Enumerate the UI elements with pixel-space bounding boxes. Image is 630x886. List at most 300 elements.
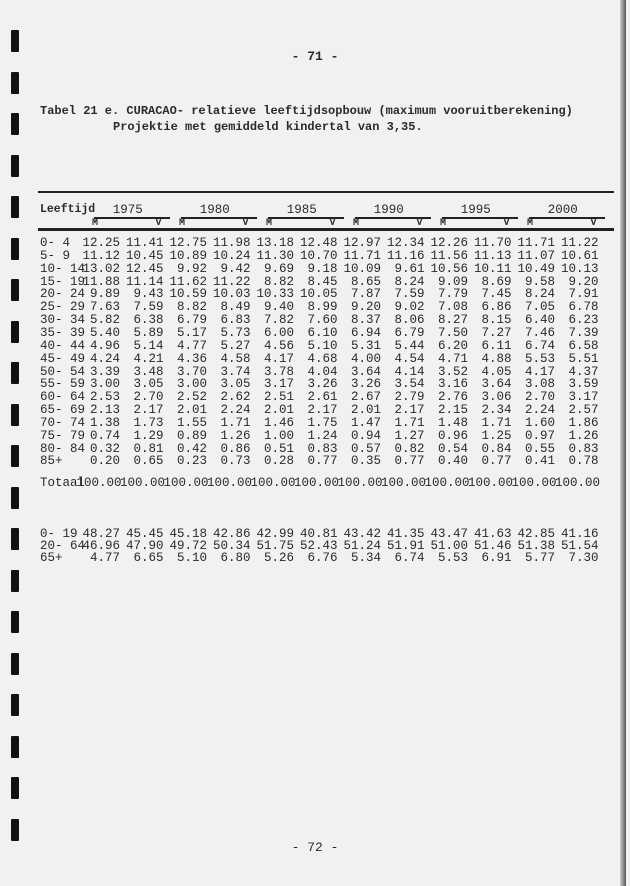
summary-row-value: 5.26 [263, 551, 294, 565]
table-row-value: 9.20 [350, 300, 381, 315]
table-row-value: 1.29 [133, 428, 164, 443]
table-row-value: 3.00 [176, 377, 207, 392]
table-row-value: 3.06 [481, 390, 512, 405]
row-label: 25- 29 [40, 300, 86, 315]
table-row-value: 1.55 [176, 415, 207, 430]
table-row-value: 7.05 [524, 300, 555, 315]
table-row-value: 1.26 [568, 428, 599, 443]
table-row-value: 1.46 [263, 415, 294, 430]
table-row-value: 9.92 [176, 261, 207, 276]
table-row-value: 5.51 [568, 351, 599, 366]
table-row-value: 0.74 [89, 428, 120, 443]
table-row-value: 6.86 [481, 300, 512, 315]
table-row-value: 11.88 [82, 274, 120, 289]
table-row-value: 5.89 [133, 325, 164, 340]
binding-hole [11, 653, 19, 675]
table-row-value: 9.18 [307, 261, 338, 276]
table-row-value: 8.24 [394, 274, 425, 289]
table-row-value: 13.18 [256, 236, 294, 250]
table-row-value: 11.71 [343, 248, 381, 263]
table-row-value: 4.58 [220, 351, 251, 366]
row-label: 0- 19 [40, 527, 78, 541]
summary-row-value: 45.45 [125, 527, 164, 541]
sex-header-v: V [590, 218, 597, 229]
binding-hole [11, 404, 19, 426]
table-row-value: 11.62 [169, 274, 207, 289]
table-row-value: 10.13 [560, 261, 599, 276]
sex-header-m: M [440, 218, 447, 229]
table-row-value: 6.10 [307, 325, 338, 340]
table-row-value: 6.78 [568, 300, 599, 315]
table-row-value: 0.51 [263, 441, 294, 456]
summary-row-value: 7.30 [568, 551, 599, 565]
total-row-value: 100.00 [337, 476, 383, 490]
table-row-value: 4.71 [437, 351, 468, 366]
table-row-value: 3.64 [350, 364, 381, 379]
sex-header-m: M [179, 218, 186, 229]
total-row-value: 100.00 [424, 476, 470, 490]
total-row-value: 100.00 [207, 476, 253, 490]
table-title: Tabel 21 e. CURACAO- relatieve leeftijdsopbouw (maximum vooruitberekening) [40, 104, 573, 118]
table-row-value: 5.44 [394, 338, 425, 353]
row-label: 80- 84 [40, 441, 86, 456]
table-row-value: 0.65 [133, 454, 164, 469]
total-row-value: 100.00 [555, 476, 601, 490]
table-row-value: 7.59 [394, 287, 425, 302]
table-row-value: 0.42 [176, 441, 207, 456]
summary-row-value: 5.77 [524, 551, 555, 565]
table-row-value: 4.05 [481, 364, 512, 379]
table-row-value: 6.00 [263, 325, 294, 340]
summary-row-value: 42.86 [212, 527, 251, 541]
table-row-value: 9.43 [133, 287, 164, 302]
binding-hole [11, 819, 19, 841]
binding-hole [11, 238, 19, 260]
year-header: 2000 [547, 203, 578, 217]
table-row-value: 11.16 [386, 248, 425, 263]
table-row-value: 4.54 [394, 351, 425, 366]
row-label: 70- 74 [40, 415, 86, 430]
table-row-value: 10.49 [517, 261, 555, 276]
table-row-value: 4.24 [89, 351, 120, 366]
table-row-value: 8.82 [263, 274, 294, 289]
sex-header-v: V [503, 218, 510, 229]
table-row-value: 6.79 [176, 313, 207, 328]
table-row-value: 11.56 [430, 248, 468, 263]
table-row-value: 10.33 [256, 287, 294, 302]
summary-row-value: 5.34 [350, 551, 381, 565]
summary-row-value: 6.76 [307, 551, 338, 565]
binding-hole [11, 777, 19, 799]
table-row-value: 1.75 [307, 415, 338, 430]
table-row-value: 6.38 [133, 313, 164, 328]
table-row-value: 4.36 [176, 351, 207, 366]
table-row-value: 8.99 [307, 300, 338, 315]
table-row-value: 9.58 [524, 274, 555, 289]
row-label: 60- 64 [40, 390, 86, 405]
binding-hole [11, 611, 19, 633]
table-row-value: 7.50 [437, 325, 468, 340]
total-row-value: 100.00 [511, 476, 557, 490]
table-row-value: 10.45 [125, 248, 164, 263]
table-row-value: 2.15 [437, 403, 468, 418]
table-row-value: 0.32 [89, 441, 120, 456]
table-row-value: 7.60 [307, 313, 338, 328]
table-row-value: 6.74 [524, 338, 555, 353]
table-row-value: 7.27 [481, 325, 512, 340]
table-row-value: 3.05 [220, 377, 251, 392]
table-row-value: 2.13 [89, 403, 120, 418]
table-row-value: 1.00 [263, 428, 294, 443]
row-label: 10- 14 [40, 261, 86, 276]
summary-row-value: 48.27 [82, 527, 120, 541]
binding-hole [11, 72, 19, 94]
table-row-value: 1.24 [307, 428, 338, 443]
sex-header-m: M [92, 218, 99, 229]
table-row-value: 7.46 [524, 325, 555, 340]
table-row-value: 5.27 [220, 338, 251, 353]
table-row-value: 8.37 [350, 313, 381, 328]
summary-row-value: 41.35 [386, 527, 425, 541]
table-row-value: 9.02 [394, 300, 425, 315]
table-row-value: 12.75 [169, 236, 207, 250]
total-row-value: 100.00 [163, 476, 209, 490]
binding-hole [11, 487, 19, 509]
table-row-value: 10.09 [343, 261, 381, 276]
table-row-value: 7.08 [437, 300, 468, 315]
row-label: 35- 39 [40, 325, 86, 340]
table-row-value: 8.69 [481, 274, 512, 289]
table-row-value: 9.20 [568, 274, 599, 289]
binding-hole [11, 321, 19, 343]
table-row-value: 1.25 [481, 428, 512, 443]
table-row-value: 2.24 [220, 403, 251, 418]
table-row-value: 2.76 [437, 390, 468, 405]
binding-hole [11, 113, 19, 135]
binding-hole [11, 196, 19, 218]
summary-row-value: 5.10 [176, 551, 207, 565]
table-row-value: 7.91 [568, 287, 599, 302]
row-label: 45- 49 [40, 351, 86, 366]
summary-row-value: 51.75 [256, 539, 294, 553]
sex-header-v: V [242, 218, 249, 229]
table-row-value: 2.01 [350, 403, 381, 418]
table-row-value: 0.57 [350, 441, 381, 456]
table-row-value: 4.14 [394, 364, 425, 379]
table-row-value: 6.58 [568, 338, 599, 353]
table-row-value: 3.16 [437, 377, 468, 392]
table-row-value: 7.45 [481, 287, 512, 302]
table-row-value: 1.71 [394, 415, 425, 430]
table-row-value: 1.27 [394, 428, 425, 443]
table-row-value: 10.11 [473, 261, 512, 276]
summary-row-value: 6.91 [481, 551, 512, 565]
table-row-value: 5.14 [133, 338, 164, 353]
table-row-value: 8.82 [176, 300, 207, 315]
table-row-value: 12.34 [386, 236, 425, 250]
sex-header-m: M [527, 218, 534, 229]
table-row-value: 11.22 [560, 236, 599, 250]
sex-header-v: V [416, 218, 423, 229]
table-row-value: 11.41 [125, 236, 164, 250]
table-row-value: 0.77 [307, 454, 338, 469]
row-label: 15- 19 [40, 274, 86, 289]
summary-row-value: 51.46 [473, 539, 512, 553]
binding-hole [11, 736, 19, 758]
table-row-value: 0.55 [524, 441, 555, 456]
summary-row-value: 42.99 [256, 527, 294, 541]
year-header: 1990 [373, 203, 404, 217]
table-row-value: 5.10 [307, 338, 338, 353]
summary-row-value: 40.81 [299, 527, 338, 541]
table-row-value: 11.13 [473, 248, 512, 263]
table-row-value: 12.48 [299, 236, 338, 250]
table-row-value: 6.94 [350, 325, 381, 340]
binding-hole [11, 570, 19, 592]
table-row-value: 2.17 [394, 403, 425, 418]
table-row-value: 4.17 [263, 351, 294, 366]
table-row-value: 2.17 [133, 403, 164, 418]
table-row-value: 0.94 [350, 428, 381, 443]
table-row-value: 8.45 [307, 274, 338, 289]
table-row-value: 2.51 [263, 390, 294, 405]
table-row-value: 0.86 [220, 441, 251, 456]
table-row-value: 1.71 [220, 415, 251, 430]
table-row-value: 5.31 [350, 338, 381, 353]
table-row-value: 10.61 [560, 248, 599, 263]
table-row-value: 2.24 [524, 403, 555, 418]
table-subtitle: Projektie met gemiddeld kindertal van 3,35. [113, 120, 423, 134]
table-row-value: 0.35 [350, 454, 381, 469]
table-row-value: 6.20 [437, 338, 468, 353]
table-row-value: 2.79 [394, 390, 425, 405]
row-label: 50- 54 [40, 364, 86, 379]
table-row-value: 8.65 [350, 274, 381, 289]
table-row-value: 7.59 [133, 300, 164, 315]
table-row-value: 0.28 [263, 454, 294, 469]
table-row-value: 0.82 [394, 441, 425, 456]
table-row-value: 11.12 [82, 248, 120, 263]
table-row-value: 2.62 [220, 390, 251, 405]
table-row-value: 11.70 [473, 236, 512, 250]
table-row-value: 3.05 [133, 377, 164, 392]
table-row-value: 10.70 [299, 248, 338, 263]
table-row-value: 7.82 [263, 313, 294, 328]
table-row-value: 9.09 [437, 274, 468, 289]
table-row-value: 10.56 [430, 261, 468, 276]
row-label: 75- 79 [40, 428, 86, 443]
year-header: 1985 [286, 203, 317, 217]
table-row-value: 1.26 [220, 428, 251, 443]
table-row-value: 0.83 [568, 441, 599, 456]
table-row-value: 2.34 [481, 403, 512, 418]
summary-row-value: 43.47 [430, 527, 468, 541]
table-row-value: 3.54 [394, 377, 425, 392]
table-row-value: 8.27 [437, 313, 468, 328]
table-row-value: 5.82 [89, 313, 120, 328]
table-row-value: 4.00 [350, 351, 381, 366]
table-row-value: 0.77 [481, 454, 512, 469]
table-row-value: 1.73 [133, 415, 164, 430]
table-row-value: 9.69 [263, 261, 294, 276]
age-column-header: Leeftijd [40, 203, 96, 216]
table-row-value: 2.61 [307, 390, 338, 405]
total-row-value: 100.00 [381, 476, 427, 490]
sex-header-v: V [329, 218, 336, 229]
table-row-value: 7.79 [437, 287, 468, 302]
table-row-value: 2.52 [176, 390, 207, 405]
table-row-value: 9.40 [263, 300, 294, 315]
summary-row-value: 51.38 [517, 539, 555, 553]
year-header: 1975 [112, 203, 143, 217]
binding-hole [11, 694, 19, 716]
table-row-value: 7.63 [89, 300, 120, 315]
table-row-value: 1.86 [568, 415, 599, 430]
table-row-value: 3.70 [176, 364, 207, 379]
table-row-value: 0.83 [307, 441, 338, 456]
table-row-value: 0.23 [176, 454, 207, 469]
table-row-value: 3.64 [481, 377, 512, 392]
table-row-value: 3.59 [568, 377, 599, 392]
summary-row-value: 43.42 [343, 527, 381, 541]
table-row-value: 4.88 [481, 351, 512, 366]
table-row-value: 0.97 [524, 428, 555, 443]
table-row-value: 6.79 [394, 325, 425, 340]
table-row-value: 1.48 [437, 415, 468, 430]
table-row-value: 8.15 [481, 313, 512, 328]
table-row-value: 6.23 [568, 313, 599, 328]
total-row-value: 100.00 [120, 476, 166, 490]
table-row-value: 0.89 [176, 428, 207, 443]
summary-row-value: 50.34 [212, 539, 251, 553]
row-label: 20- 24 [40, 287, 86, 302]
year-header: 1995 [460, 203, 491, 217]
summary-row-value: 49.72 [169, 539, 207, 553]
total-row-value: 100.00 [468, 476, 514, 490]
table-row-value: 2.01 [263, 403, 294, 418]
total-row-value: 100.00 [76, 476, 122, 490]
table-row-value: 0.96 [437, 428, 468, 443]
row-label: 30- 34 [40, 313, 86, 328]
table-row-value: 0.77 [394, 454, 425, 469]
table-row-value: 11.71 [517, 236, 555, 250]
sex-header-m: M [353, 218, 360, 229]
sex-header-v: V [155, 218, 162, 229]
row-label: 65- 69 [40, 403, 86, 418]
table-row-value: 11.30 [256, 248, 294, 263]
row-label: 55- 59 [40, 377, 86, 392]
row-label: 40- 44 [40, 338, 86, 353]
binding-hole [11, 279, 19, 301]
sex-header-m: M [266, 218, 273, 229]
summary-row-value: 51.54 [560, 539, 599, 553]
table-row-value: 1.38 [89, 415, 120, 430]
table-row-value: 4.04 [307, 364, 338, 379]
summary-row-value: 41.16 [560, 527, 599, 541]
summary-row-value: 51.00 [430, 539, 468, 553]
total-row-value: 100.00 [294, 476, 340, 490]
table-row-value: 12.97 [343, 236, 381, 250]
table-row-value: 0.40 [437, 454, 468, 469]
table-row-value: 0.81 [133, 441, 164, 456]
table-row-value: 3.39 [89, 364, 120, 379]
summary-row-value: 46.96 [82, 539, 120, 553]
binding-hole [11, 528, 19, 550]
table-row-value: 4.96 [89, 338, 120, 353]
row-label: 20- 64 [40, 539, 86, 553]
page-number-bottom: - 72 - [291, 840, 339, 855]
table-row-value: 5.40 [89, 325, 120, 340]
table-row-value: 9.61 [394, 261, 425, 276]
table-row-value: 8.24 [524, 287, 555, 302]
summary-row-value: 51.24 [343, 539, 381, 553]
table-row-value: 5.53 [524, 351, 555, 366]
table-row-value: 6.11 [481, 338, 512, 353]
table-row-value: 3.26 [307, 377, 338, 392]
table-row-value: 2.53 [89, 390, 120, 405]
table-row-value: 0.73 [220, 454, 251, 469]
summary-row-value: 41.63 [473, 527, 512, 541]
table-top-rule [38, 191, 614, 193]
table-row-value: 6.40 [524, 313, 555, 328]
table-row-value: 12.45 [125, 261, 164, 276]
table-row-value: 9.42 [220, 261, 251, 276]
table-row-value: 1.47 [350, 415, 381, 430]
table-row-value: 11.22 [212, 274, 251, 289]
table-row-value: 4.17 [524, 364, 555, 379]
table-row-value: 3.17 [568, 390, 599, 405]
summary-row-value: 5.53 [437, 551, 468, 565]
table-row-value: 13.02 [82, 261, 120, 276]
total-row-value: 100.00 [250, 476, 296, 490]
summary-row-value: 51.91 [386, 539, 425, 553]
table-row-value: 11.14 [125, 274, 164, 289]
table-row-value: 0.20 [89, 454, 120, 469]
table-row-value: 5.17 [176, 325, 207, 340]
table-row-value: 4.21 [133, 351, 164, 366]
table-row-value: 3.08 [524, 377, 555, 392]
table-row-value: 7.39 [568, 325, 599, 340]
table-row-value: 0.54 [437, 441, 468, 456]
table-row-value: 9.89 [89, 287, 120, 302]
row-label: 0- 4 [40, 236, 71, 250]
table-row-value: 0.41 [524, 454, 555, 469]
table-row-value: 2.67 [350, 390, 381, 405]
table-row-value: 3.00 [89, 377, 120, 392]
binding-hole [11, 362, 19, 384]
table-row-value: 10.59 [169, 287, 207, 302]
table-row-value: 1.60 [524, 415, 555, 430]
summary-row-value: 4.77 [89, 551, 120, 565]
table-row-value: 4.37 [568, 364, 599, 379]
table-row-value: 3.52 [437, 364, 468, 379]
binding-hole [11, 445, 19, 467]
table-row-value: 3.74 [220, 364, 251, 379]
table-row-value: 2.17 [307, 403, 338, 418]
table-row-value: 11.98 [212, 236, 251, 250]
table-row-value: 8.49 [220, 300, 251, 315]
summary-row-value: 6.74 [394, 551, 425, 565]
table-row-value: 3.78 [263, 364, 294, 379]
summary-row-value: 47.90 [125, 539, 164, 553]
table-row-value: 1.71 [481, 415, 512, 430]
row-label: Totaal [40, 476, 86, 490]
summary-row-value: 52.43 [299, 539, 338, 553]
row-label: 65+ [40, 551, 63, 565]
summary-row-value: 6.80 [220, 551, 251, 565]
table-row-value: 2.57 [568, 403, 599, 418]
table-row-value: 12.25 [82, 236, 120, 250]
